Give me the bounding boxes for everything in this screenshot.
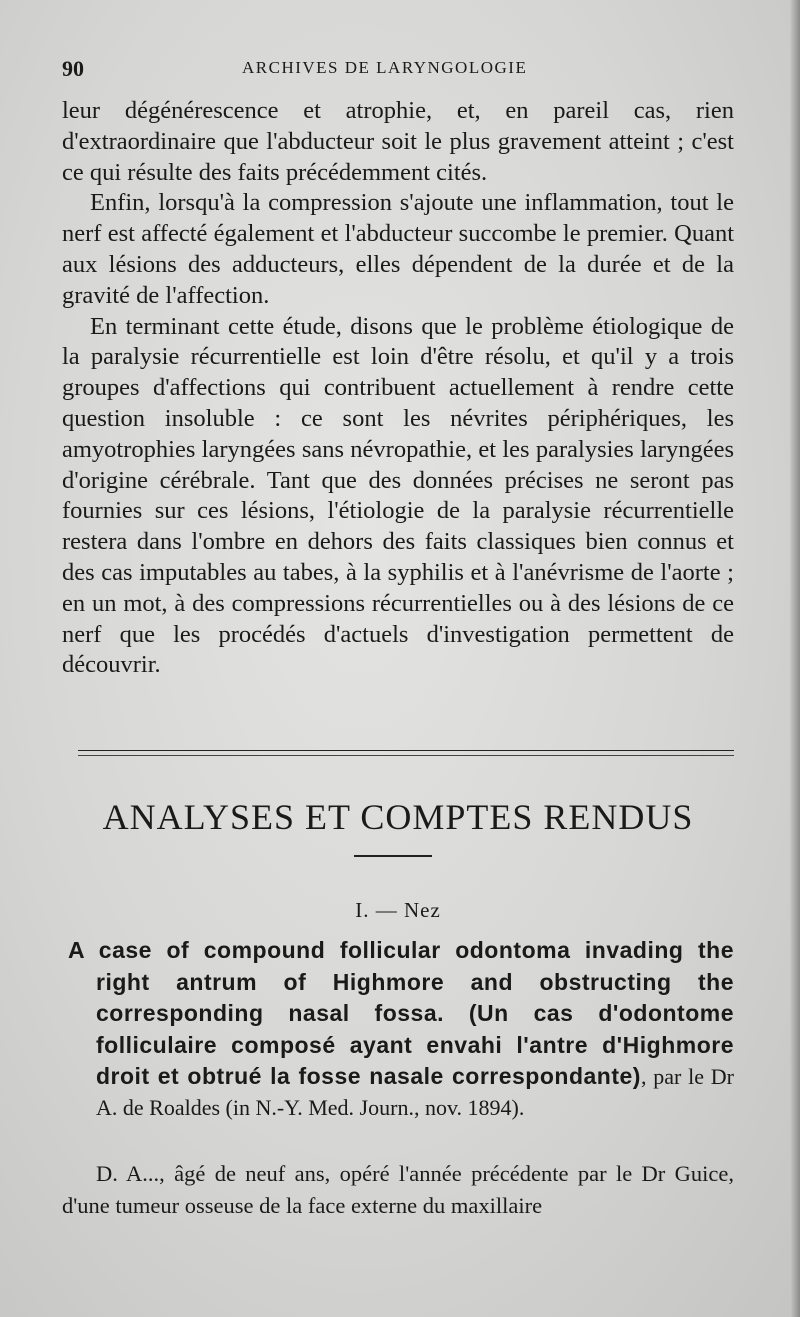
body-text — [62, 96, 734, 681]
page-number: 90 — [62, 56, 84, 81]
article-citation: , par le Dr A. de Roaldes (in N.-Y. Med. Journ., nov. 1894). — [96, 1064, 734, 1120]
subsection-heading: I. — Nez — [355, 898, 441, 922]
article-heading — [62, 935, 734, 1123]
section-title: ANALYSES ET COMPTES RENDUS — [102, 797, 694, 837]
page-edge-shadow — [790, 0, 800, 1317]
running-head: ARCHIVES DE LARYNGOLOGIE — [242, 58, 528, 77]
article-title: A case of compound follicular odontoma invading the right antrum of Highmore and obstructing the corresponding nasal fossa. (Un cas d'odontome folliculaire composé ayant envahi l'antre d'Highmore droit et obtrué la fosse nasale correspondante) — [68, 937, 734, 1089]
paragraph-1: leur dégénérescence et atrophie, et, en pareil cas, rien d'extraordinaire que l'abducteur soit le plus gravement atteint ; c'est ce qui résulte des faits précédemment cités. — [62, 97, 734, 186]
paragraph-2: Enfin, lorsqu'à la compression s'ajoute une inflammation, tout le nerf est affecté également et l'abducteur succombe le premier. Quant aux lésions des adducteurs, elles dépendent de la durée et de la gravité de l'affection. — [62, 189, 734, 309]
title-underline — [354, 855, 432, 857]
article-body: D. A..., âgé de neuf ans, opéré l'année précédente par le Dr Guice, d'une tumeur osseuse de la face externe du maxillaire — [62, 1161, 734, 1218]
section-divider — [78, 750, 734, 756]
paragraph-3: En terminant cette étude, disons que le problème étiologique de la paralysie récurrentielle est loin d'être résolu, et qu'il y a trois groupes d'affections qui contribuent actuellement à rendre cette question insoluble : ce sont les névrites périphériques, les amyotrophies laryngées sans névropathie, et les paralysies laryngées d'origine cérébrale. Tant que des données précises ne seront pas fournies sur ces lésions, l'étiologie de la paralysie récurrentielle restera dans l'ombre en dehors des faits classiques bien connus et des cas imputables au tabes, à la syphilis et à l'anévrisme de l'aorte ; en un mot, à des compressions récurrentielles ou à des lésions de ce nerf que les procédés d'actuels d'investigation permettent de découvrir. — [62, 312, 734, 679]
page-header — [62, 56, 734, 86]
